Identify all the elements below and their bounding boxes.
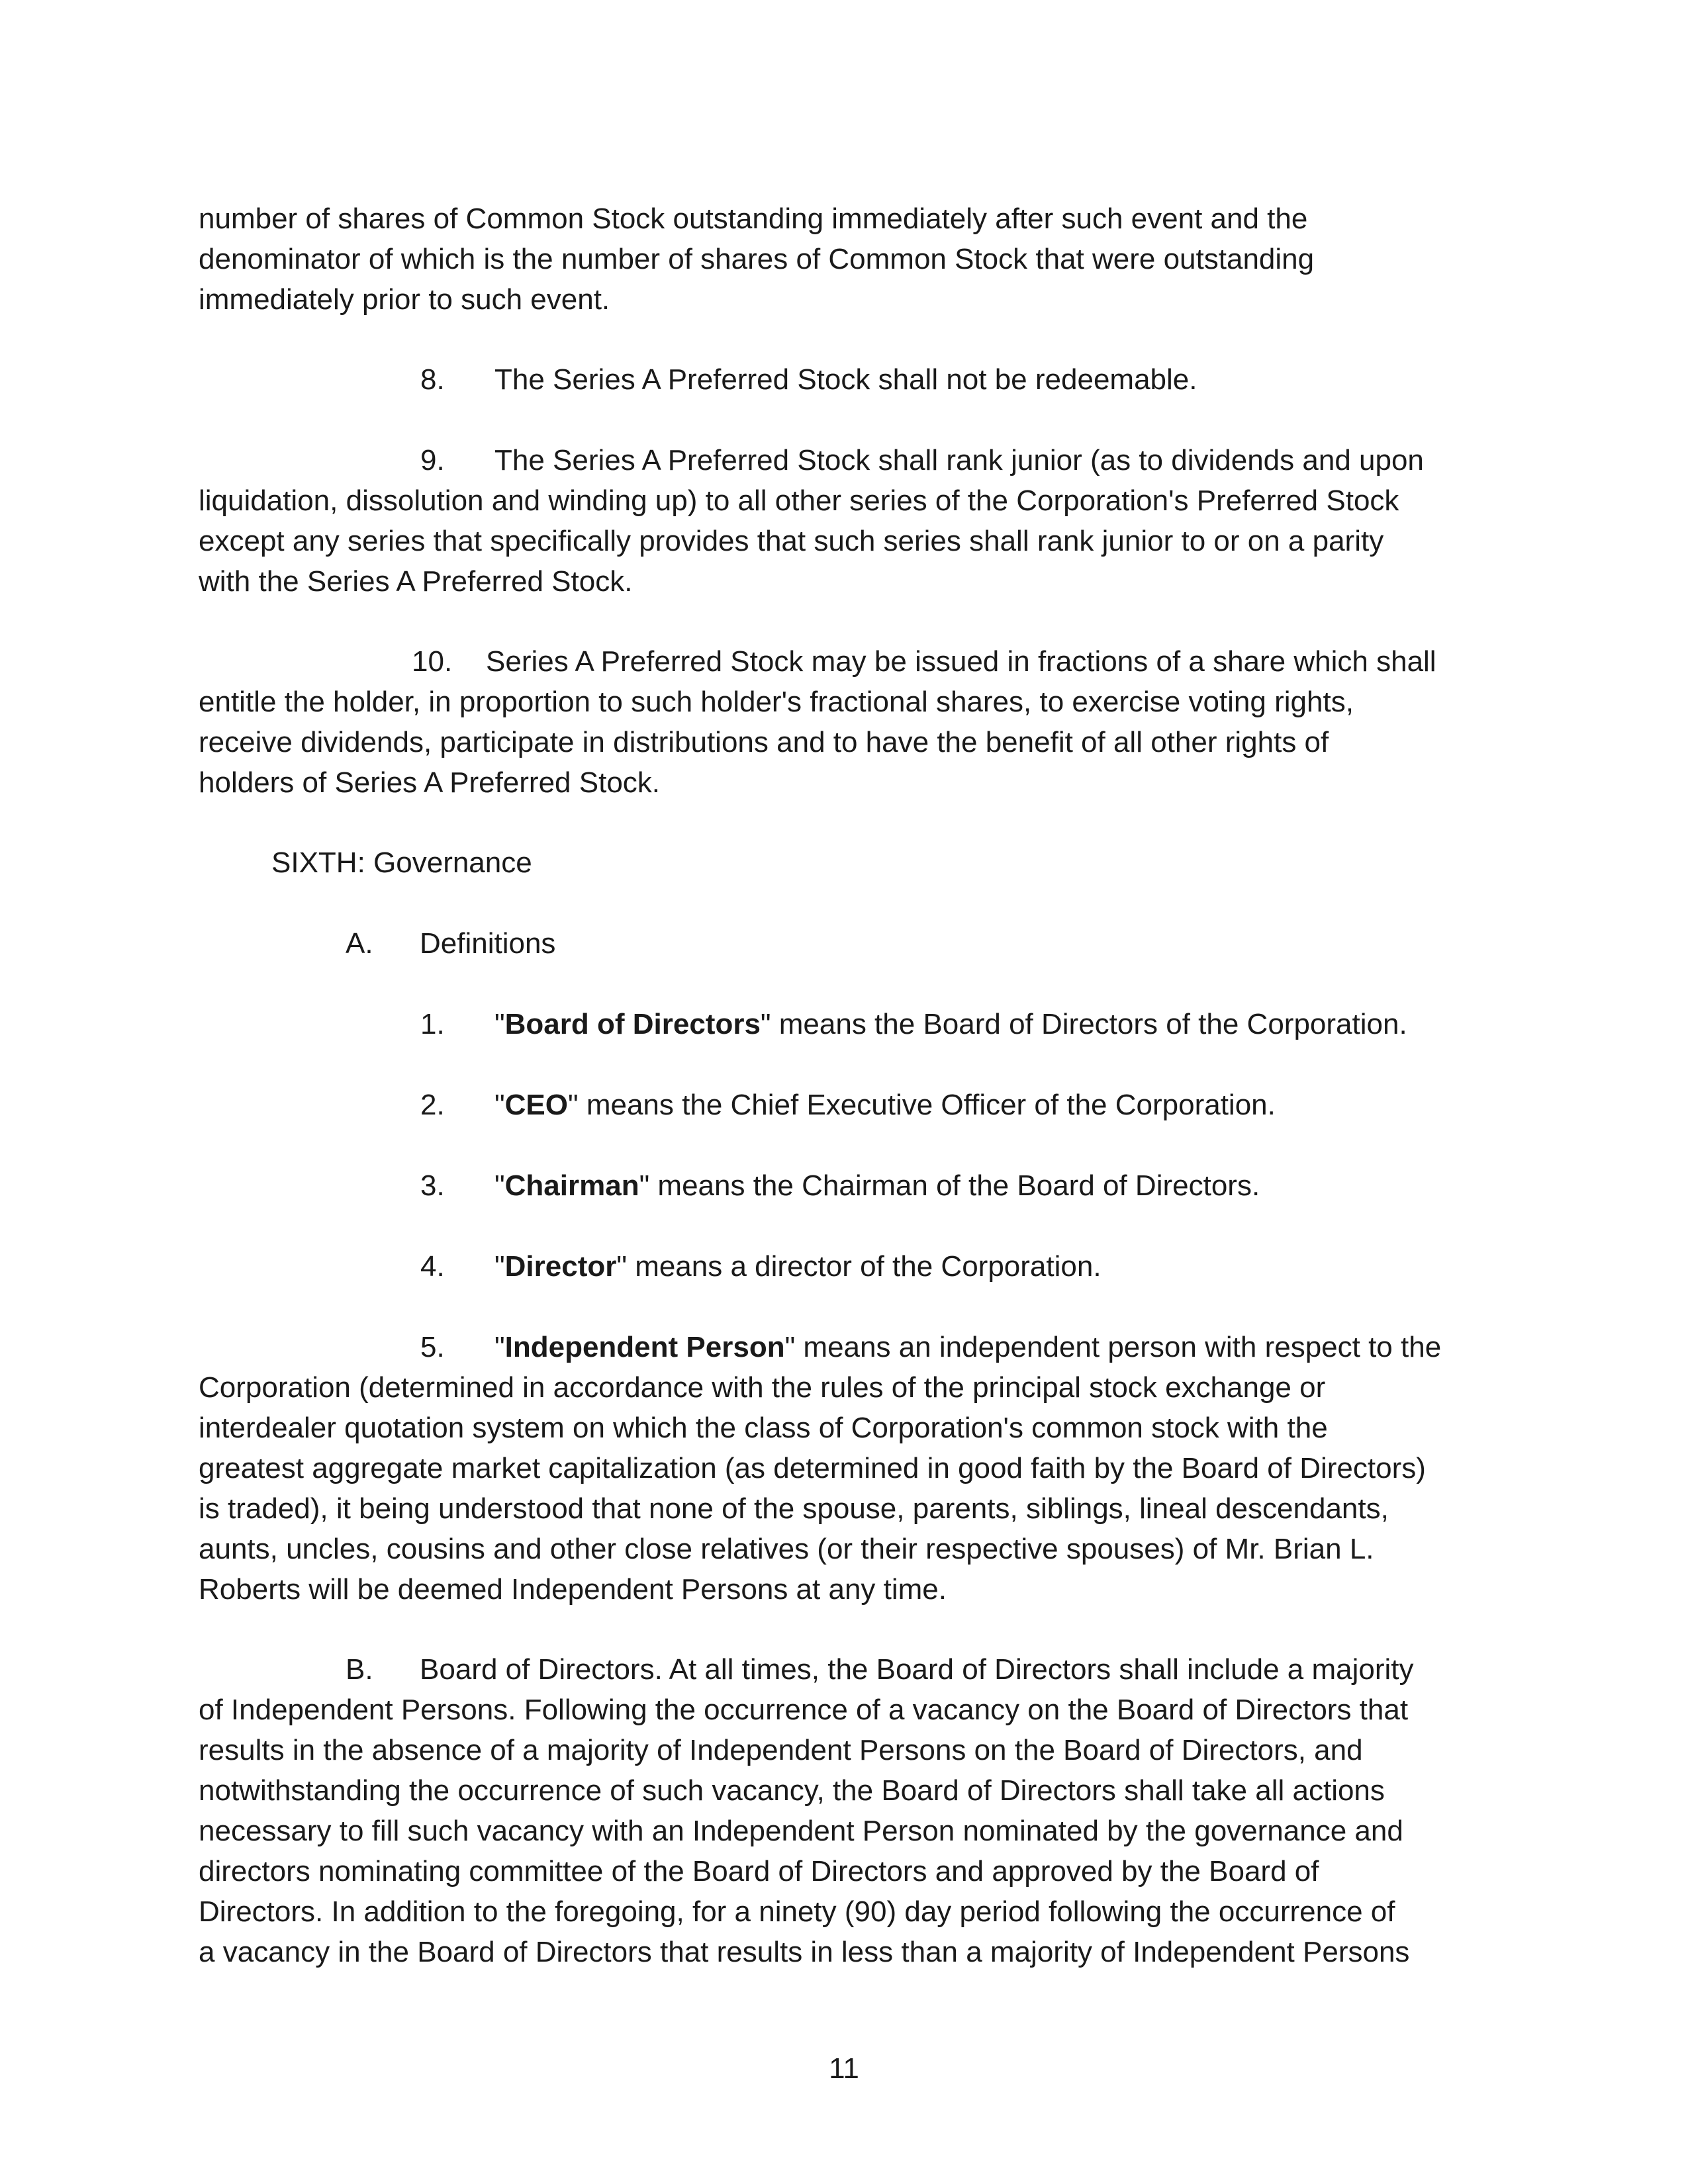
paragraph-text: Series A Preferred Stock may be issued in fractions of a share which shall: [486, 645, 1436, 678]
definition-text: " means the Chief Executive Officer of the Corporation.: [567, 1089, 1276, 1121]
definition-text: " means an independent person with respect to the: [784, 1331, 1442, 1363]
defined-term: Director: [504, 1250, 617, 1283]
text-line: liquidation, dissolution and winding up) to all other series of the Corporation's Preferred Stock: [199, 484, 1399, 517]
text-line: receive dividends, participate in distributions and to have the benefit of all other rights of: [199, 726, 1329, 758]
quote-mark: ": [494, 1008, 505, 1040]
text-line: directors nominating committee of the Board of Directors and approved by the Board of: [199, 1855, 1319, 1888]
text-line: [199, 440, 1496, 480]
text-line: Directors. In addition to the foregoing, for a ninety (90) day period following the occurrence of: [199, 1895, 1395, 1928]
text-line: necessary to fill such vacancy with an Independent Person nominated by the governance and: [199, 1815, 1403, 1847]
definition-number: 4.: [420, 1250, 445, 1283]
text-line: [199, 359, 1496, 400]
definition-3: [199, 1165, 1496, 1206]
text-line: a vacancy in the Board of Directors that results in less than a majority of Independent Persons: [199, 1936, 1410, 1968]
section-letter: B.: [346, 1653, 373, 1686]
text-line: [199, 923, 1496, 964]
definition-number: 3.: [420, 1169, 445, 1202]
text-line: number of shares of Common Stock outstanding immediately after such event and the: [199, 203, 1308, 235]
defined-term: CEO: [504, 1089, 568, 1121]
definition-text: " means a director of the Corporation.: [616, 1250, 1102, 1283]
paragraph-text: Board of Directors. At all times, the Board of Directors shall include a majority: [420, 1653, 1414, 1686]
quote-mark: ": [494, 1331, 505, 1363]
quote-mark: ": [494, 1169, 505, 1202]
paragraph-9: [199, 440, 1496, 602]
text-line: notwithstanding the occurrence of such vacancy, the Board of Directors shall take all actions: [199, 1774, 1385, 1807]
section-title: Definitions: [420, 927, 556, 960]
text-line: [199, 1165, 1496, 1206]
text-line: results in the absence of a majority of Independent Persons on the Board of Directors, and: [199, 1734, 1363, 1766]
article-heading: [199, 842, 1496, 883]
text-line: immediately prior to such event.: [199, 283, 610, 316]
definition-number: 5.: [420, 1331, 445, 1363]
text-line: holders of Series A Preferred Stock.: [199, 766, 661, 799]
text-line: is traded), it being understood that none of the spouse, parents, siblings, lineal descendants,: [199, 1492, 1389, 1525]
defined-term: Chairman: [504, 1169, 639, 1202]
text-line: [199, 1004, 1496, 1044]
section-a-heading: [199, 923, 1496, 964]
definition-2: [199, 1085, 1496, 1125]
section-b: [199, 1649, 1496, 1972]
paragraph-8: [199, 359, 1496, 400]
defined-term: Board of Directors: [504, 1008, 761, 1040]
text-line: Corporation (determined in accordance with the rules of the principal stock exchange or: [199, 1371, 1326, 1404]
text-line: [199, 1246, 1496, 1287]
definition-text: " means the Chairman of the Board of Directors.: [639, 1169, 1260, 1202]
text-line: aunts, uncles, cousins and other close relatives (or their respective spouses) of Mr. Brian L.: [199, 1533, 1374, 1565]
text-line: entitle the holder, in proportion to such holder's fractional shares, to exercise voting rights,: [199, 686, 1354, 718]
quote-mark: ": [494, 1089, 505, 1121]
definition-text: " means the Board of Directors of the Corporation.: [760, 1008, 1407, 1040]
article-title: SIXTH: Governance: [271, 846, 532, 879]
paragraph-continuation: [199, 199, 1496, 320]
text-line: of Independent Persons. Following the occurrence of a vacancy on the Board of Directors that: [199, 1694, 1409, 1726]
text-line: denominator of which is the number of shares of Common Stock that were outstanding: [199, 243, 1315, 275]
definition-number: 1.: [420, 1008, 445, 1040]
text-line: [199, 1649, 1496, 1690]
text-line: [199, 1327, 1496, 1367]
defined-term: Independent Person: [504, 1331, 785, 1363]
definition-4: [199, 1246, 1496, 1287]
text-line: Roberts will be deemed Independent Persons at any time.: [199, 1573, 947, 1606]
definition-5: [199, 1327, 1496, 1610]
paragraph-number: 9.: [420, 444, 445, 477]
definition-1: [199, 1004, 1496, 1044]
definition-number: 2.: [420, 1089, 445, 1121]
text-line: except any series that specifically provides that such series shall rank junior to or on a parity: [199, 525, 1384, 557]
text-line: greatest aggregate market capitalization (as determined in good faith by the Board of Directors): [199, 1452, 1426, 1484]
paragraph-text: The Series A Preferred Stock shall rank junior (as to dividends and upon: [494, 444, 1424, 477]
text-line: [199, 641, 1496, 682]
paragraph-number: 8.: [420, 363, 445, 396]
quote-mark: ": [494, 1250, 505, 1283]
text-line: [199, 1085, 1496, 1125]
section-letter: A.: [346, 927, 373, 960]
page-number: 11: [829, 2052, 859, 2085]
paragraph-text: The Series A Preferred Stock shall not be redeemable.: [494, 363, 1197, 396]
paragraph-10: [199, 641, 1496, 803]
paragraph-number: 10.: [412, 645, 453, 678]
text-line: interdealer quotation system on which the class of Corporation's common stock with the: [199, 1412, 1328, 1444]
text-line: with the Series A Preferred Stock.: [199, 565, 633, 598]
